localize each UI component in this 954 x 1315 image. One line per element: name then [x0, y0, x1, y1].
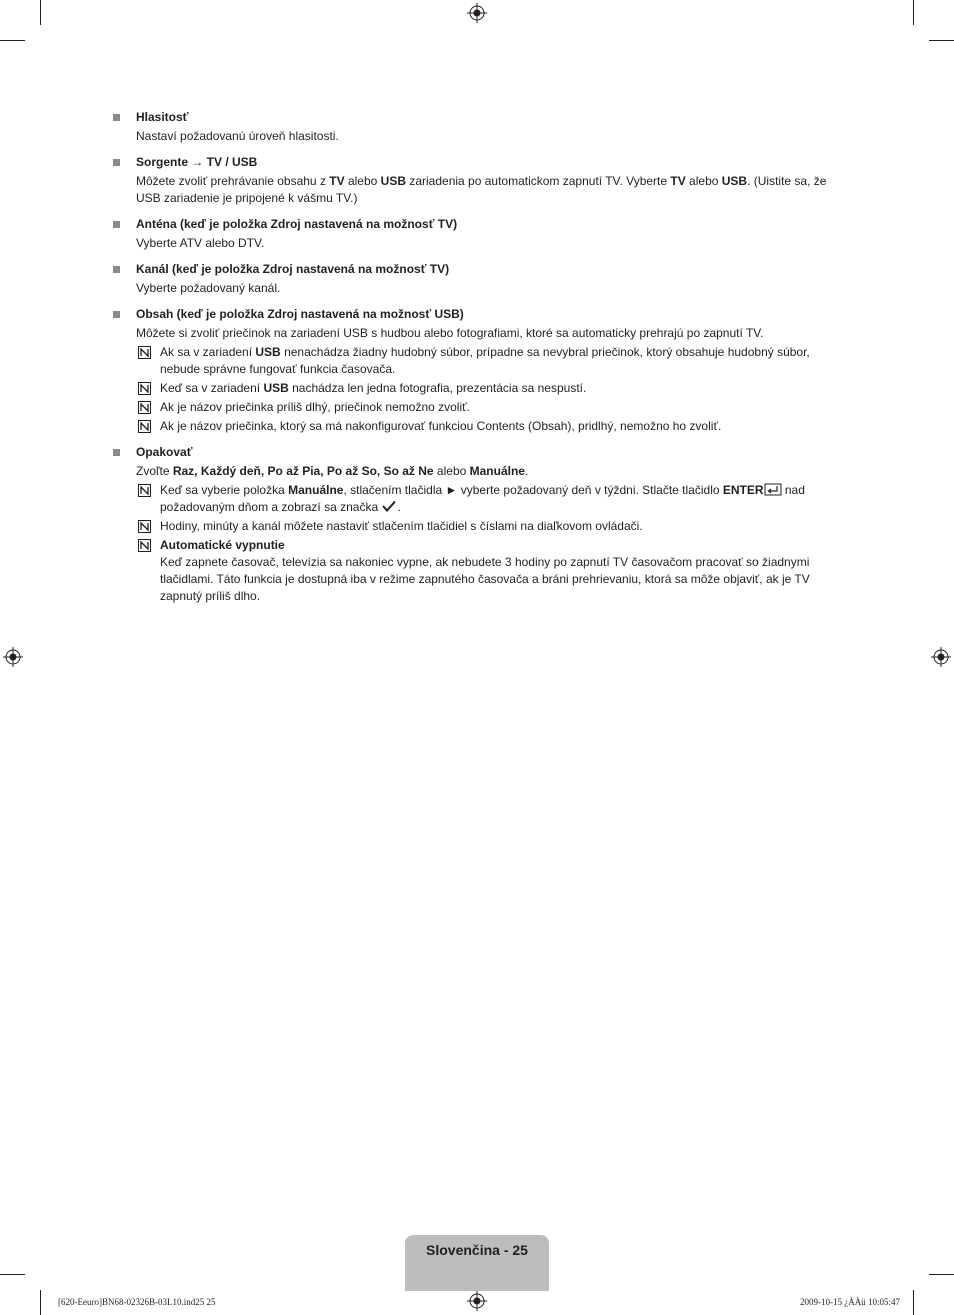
crop-mark: [913, 1290, 914, 1315]
section-description: Vyberte ATV alebo DTV.: [136, 236, 265, 250]
note-text: Ak sa v zariadení USB nenachádza žiadny hudobný súbor, prípadne sa nevybral priečinok, ktorý obsahuje hudobný súbor, nebude správne fungovať funkcia časovača.: [160, 345, 810, 376]
section-title: Anténa (keď je položka Zdroj nastavená na možnosť TV): [136, 217, 458, 231]
note-text: Ak je názov priečinka príliš dlhý, priečinok nemožno zvoliť.: [160, 400, 470, 414]
registration-mark-icon: [931, 647, 951, 667]
section-description: Vyberte požadovaný kanál.: [136, 281, 281, 295]
note-title: Automatické vypnutie: [160, 538, 285, 552]
bold-term: ENTER: [722, 483, 764, 497]
crop-mark: [913, 0, 914, 25]
bold-term: USB: [263, 381, 289, 395]
menu-option-section: [110, 216, 845, 252]
print-slug-left: [620-Eeuro]BN68-02326B-03L10.ind25 25: [58, 1297, 216, 1307]
bold-term: Manuálne: [469, 464, 525, 478]
section-description: Zvoľte Raz, Každý deň, Po až Pia, Po až So, So až Ne alebo Manuálne.: [136, 464, 529, 478]
note-item: [136, 537, 845, 605]
enter-icon: [764, 483, 782, 496]
section-description: Môžete zvoliť prehrávanie obsahu z TV alebo USB zariadenia po automatickom zapnutí TV. Vyberte TV alebo USB. (Uistite sa, že USB zariadenie je pripojené k vášmu TV.): [136, 174, 827, 205]
menu-option-section: [110, 154, 845, 207]
note-text: Keď zapnete časovač, televízia sa nakoniec vypne, ak nebudete 3 hodiny po zapnutí TV časovačom pracovať so žiadnymi tlačidlami. Táto funkcia je dostupná iba v režime zapnutého časovača a bráni prehrievaniu, ktorá sa môže objaviť, ak je TV zapnutý príliš dlho.: [160, 555, 810, 603]
square-bullet-icon: [113, 221, 120, 228]
bold-term: USB: [380, 174, 406, 188]
menu-option-section: [110, 261, 845, 297]
crop-mark: [0, 1274, 25, 1275]
note-item: [136, 344, 845, 378]
bold-term: USB: [721, 174, 748, 188]
note-icon: [138, 401, 151, 414]
section-description: Nastaví požadovanú úroveň hlasitosti.: [136, 129, 339, 143]
note-text: Ak je názov priečinka, ktorý sa má nakonfigurovať funkciou Contents (Obsah), pridlhý, nemožno ho zvoliť.: [160, 419, 722, 433]
section-title: Kanál (keď je položka Zdroj nastavená na možnosť TV): [136, 262, 450, 276]
square-bullet-icon: [113, 159, 120, 166]
crop-mark: [929, 40, 954, 41]
crop-mark: [40, 0, 41, 25]
page-number-tab: [405, 1235, 549, 1291]
note-icon: [138, 346, 151, 359]
menu-option-section: [110, 444, 845, 605]
section-title: Sorgente → TV / USB: [136, 155, 258, 169]
square-bullet-icon: [113, 114, 120, 121]
bold-term: Raz, Každý deň, Po až Pia, Po až So, So až Ne: [172, 464, 434, 478]
manual-content: [110, 108, 845, 614]
section-title: Hlasitosť: [136, 110, 189, 124]
bold-term: Manuálne: [288, 483, 344, 497]
square-bullet-icon: [113, 449, 120, 456]
note-icon: [138, 520, 151, 533]
menu-option-section: [110, 109, 845, 145]
note-text: Keď sa vyberie položka Manuálne, stlačením tlačidla ► vyberte požadovaný deň v týždni. Stlačte tlačidlo ENTER nad požadovaným dňom a zobrazí sa značka .: [160, 483, 805, 514]
bold-term: TV: [670, 174, 686, 188]
note-item: [136, 399, 845, 416]
menu-option-section: [110, 306, 845, 435]
registration-mark-icon: [467, 3, 487, 23]
square-bullet-icon: [113, 311, 120, 318]
note-icon: [138, 539, 151, 552]
print-slug-right: 2009-10-15 ¿ÀÀü 10:05:47: [800, 1297, 900, 1307]
note-text: Keď sa v zariadení USB nachádza len jedna fotografia, prezentácia sa nespustí.: [160, 381, 587, 395]
section-title: Obsah (keď je položka Zdroj nastavená na možnosť USB): [136, 307, 464, 321]
play-triangle-icon: ►: [445, 483, 458, 497]
section-description: Môžete si zvoliť priečinok na zariadení USB s hudbou alebo fotografiami, ktoré sa automaticky prehrajú po zapnutí TV.: [136, 326, 764, 340]
note-item: [136, 380, 845, 397]
bold-term: TV: [329, 174, 345, 188]
bold-term: USB: [255, 345, 281, 359]
note-item: [136, 482, 845, 516]
note-item: [136, 418, 845, 435]
registration-mark-icon: [467, 1291, 487, 1311]
square-bullet-icon: [113, 266, 120, 273]
note-icon: [138, 420, 151, 433]
note-item: [136, 518, 845, 535]
crop-mark: [929, 1274, 954, 1275]
check-mark-icon: [381, 500, 397, 513]
crop-mark: [40, 1290, 41, 1315]
note-text: Hodiny, minúty a kanál môžete nastaviť stlačením tlačidiel s číslami na diaľkovom ovládači.: [160, 519, 643, 533]
note-icon: [138, 484, 151, 497]
note-icon: [138, 382, 151, 395]
page-number-label: Slovenčina - 25: [426, 1242, 528, 1258]
crop-mark: [0, 40, 25, 41]
section-title: Opakovať: [136, 445, 193, 459]
registration-mark-icon: [3, 647, 23, 667]
